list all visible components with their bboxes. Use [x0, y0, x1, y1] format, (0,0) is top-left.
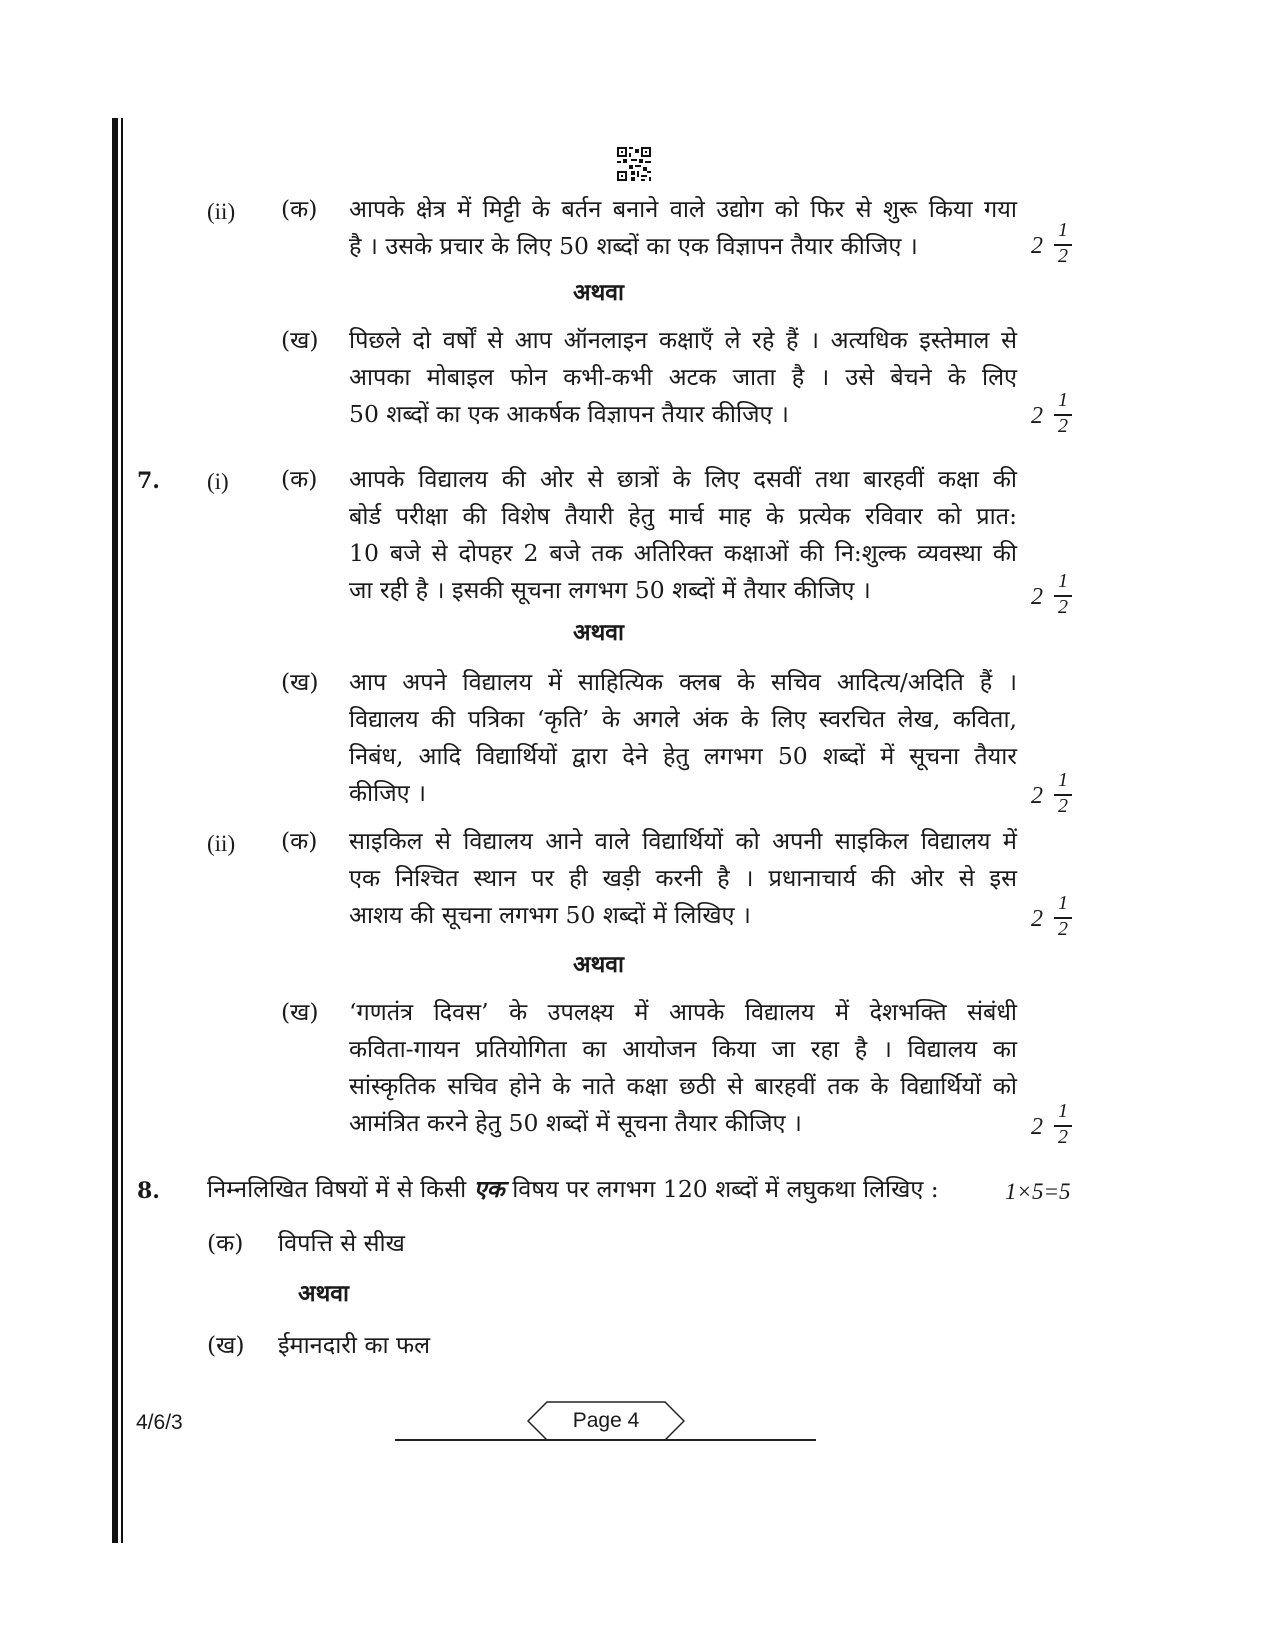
q7-i-kha-marker: (ख) [281, 668, 319, 696]
athva-heading: अथवा [573, 619, 625, 646]
marks-whole: 2 [1031, 783, 1043, 809]
text-line: आपके क्षेत्र में मिट्टी के बर्तन बनाने वाले उद्योग को फिर से शुरू किया गया [349, 195, 1017, 223]
footer-rule [395, 1439, 816, 1441]
text-line: एक निश्चित स्थान पर ही खड़ी करनी है । प्रधानाचार्य की ओर से इस [349, 864, 1017, 892]
q8-kha-text: ईमानदारी का फल [278, 1331, 431, 1359]
text-line: बोर्ड परीक्षा की विशेष तैयारी हेतु मार्च माह के प्रत्येक रविवार को प्रात: [349, 502, 1017, 530]
text-line: 50 शब्दों का एक आकर्षक विज्ञापन तैयार कीजिए । [349, 400, 789, 428]
text-line: पिछले दो वर्षों से आप ऑनलाइन कक्षाएँ ले रहे हैं । अत्यधिक इस्तेमाल से [349, 326, 1017, 354]
q7-ii-ka-marker: (क) [281, 827, 318, 855]
marks-numerator: 1 [1058, 219, 1068, 241]
question-number: 7. [137, 468, 160, 494]
marks-whole: 2 [1031, 403, 1043, 429]
marks-denominator: 2 [1058, 1126, 1068, 1148]
marks-numerator: 1 [1058, 892, 1068, 914]
q7-i-number: (i) [207, 469, 229, 494]
q7-ii-kha-marker: (ख) [281, 998, 319, 1026]
marks-numerator: 1 [1058, 769, 1068, 791]
q6-ii-kha-text [349, 322, 1017, 433]
marks-whole: 2 [1031, 906, 1043, 932]
marks-denominator: 2 [1058, 245, 1068, 267]
margin-bar-thin [121, 118, 123, 1543]
marks-numerator: 1 [1058, 389, 1068, 411]
text-line: सांस्कृतिक सचिव होने के नाते कक्षा छठी से बारहवीं तक के विद्यार्थियों को [349, 1072, 1017, 1100]
q8-prompt-after: विषय पर लगभग 120 शब्दों में लघुकथा लिखिए : [512, 1175, 939, 1203]
marks-denominator: 2 [1058, 795, 1068, 817]
athva-heading: अथवा [298, 1280, 350, 1307]
qr-code-icon [617, 147, 651, 181]
text-line: निबंध, आदि विद्यार्थियों द्वारा देने हेतु लगभग 50 शब्दों में सूचना तैयार [349, 742, 1017, 770]
text-line: आमंत्रित करने हेतु 50 शब्दों में सूचना तैयार कीजिए । [349, 1109, 802, 1137]
q7-i-ka-marker: (क) [281, 465, 318, 493]
q8-marks: 1×5=5 [1005, 1179, 1071, 1204]
marks-whole: 2 [1031, 584, 1043, 610]
text-line: आप अपने विद्यालय में साहित्यिक क्लब के सचिव आदित्य/अदिति हैं । [349, 668, 1017, 696]
text-line: ‘गणतंत्र दिवस’ के उपलक्ष्य में आपके विद्यालय में देशभक्ति संबंधी [349, 998, 1017, 1026]
text-line: 10 बजे से दोपहर 2 बजे तक अतिरिक्त कक्षाओं की नि:शुल्क व्यवस्था की [349, 539, 1017, 567]
q6-ii-ka-marker: (क) [281, 195, 318, 223]
marks-whole: 2 [1031, 1114, 1043, 1140]
q8-ka-text: विपत्ति से सीख [278, 1229, 405, 1257]
q7-ii-number: (ii) [207, 831, 236, 856]
q8-prompt [207, 1171, 1072, 1208]
text-line: विद्यालय की पत्रिका ‘कृति’ के अगले अंक के लिए स्वरचित लेख, कविता, [349, 705, 1017, 733]
q7-ii-kha-text [349, 994, 1017, 1142]
q7-i-ka-text [349, 461, 1017, 609]
q8-prompt-before: निम्नलिखित विषयों में से किसी [207, 1175, 467, 1203]
q8-ka-marker: (क) [207, 1229, 244, 1257]
text-line: कविता-गायन प्रतियोगिता का आयोजन किया जा रहा है । विद्यालय का [349, 1035, 1017, 1063]
page-number-label: Page 4 [572, 1409, 640, 1432]
margin-bar-thick [112, 118, 118, 1543]
text-line: है । उसके प्रचार के लिए 50 शब्दों का एक विज्ञापन तैयार कीजिए । [349, 232, 918, 260]
marks-denominator: 2 [1058, 596, 1068, 618]
text-line: साइकिल से विद्यालय आने वाले विद्यार्थियों को अपनी साइकिल विद्यालय में [349, 827, 1017, 855]
q6-ii-ka-text [349, 191, 1017, 265]
text-line: आशय की सूचना लगभग 50 शब्दों में लिखिए । [349, 901, 751, 929]
text-line: आपका मोबाइल फोन कभी-कभी अटक जाता है । उसे बेचने के लिए [349, 363, 1017, 391]
marks-whole: 2 [1031, 233, 1043, 259]
text-line: जा रही है । इसकी सूचना लगभग 50 शब्दों में तैयार कीजिए । [349, 576, 871, 604]
q8-prompt-emphasis: एक [473, 1175, 505, 1203]
question-number: 8. [137, 1178, 160, 1204]
marks-numerator: 1 [1058, 570, 1068, 592]
q8-kha-marker: (ख) [207, 1331, 245, 1359]
athva-heading: अथवा [573, 951, 625, 978]
q6-ii-number: (ii) [207, 199, 236, 224]
text-line: आपके विद्यालय की ओर से छात्रों के लिए दसवीं तथा बारहवीं कक्षा की [349, 465, 1017, 493]
marks-numerator: 1 [1058, 1100, 1068, 1122]
page-number-badge [527, 1401, 685, 1441]
text-line: कीजिए । [349, 779, 427, 807]
paper-code: 4/6/3 [136, 1411, 183, 1434]
q7-ii-ka-text [349, 823, 1017, 934]
marks-denominator: 2 [1058, 918, 1068, 940]
athva-heading: अथवा [573, 279, 625, 306]
q7-i-kha-text [349, 664, 1017, 812]
q6-ii-kha-marker: (ख) [281, 326, 319, 354]
marks-denominator: 2 [1058, 415, 1068, 437]
